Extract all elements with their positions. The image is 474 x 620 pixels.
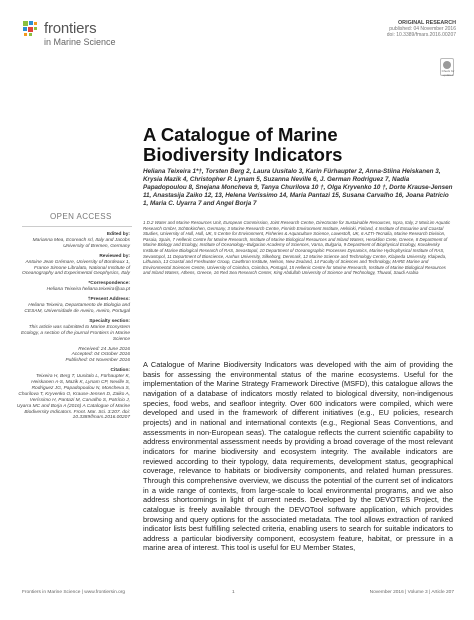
specialty-section: This article was submitted to Marine Ecosystem Ecology, a section of the journal Frontiers in Marine Science — [21, 324, 130, 342]
editor: Marianna Mea, Ecoreach srl, Italy and Jacobs University of Bremen, Germany — [32, 237, 130, 249]
reviewed-by-label: Reviewed by: — [99, 253, 130, 259]
author-list: Heliana Teixeira 1*†, Torsten Berg 2, Laura Uusitalo 3, Karin Fürhaupter 2, Anna-Stiina Heiskanen 3, Krysia Mazik 4, Christopher P. Lynam 5, Suzanna Neville 6, J. German Rodriguez 7, Nadia Papadopoulou 8, Snejana Moncheva 9, Tanya Churilova 10 †, Olga Kryvenko 10 †, Dorte Krause-Jensen 11, Anastasija Zaiko 12, 13, Helena Veríssimo 14, Maria Pantazi 15, Susana Carvalho 16, Joana Patrício 1, Maria C. Uyarra 7 and Angel Borja 7 — [143, 168, 453, 208]
article-type: ORIGINAL RESEARCH — [397, 20, 456, 26]
page-number: 1 — [232, 590, 235, 595]
reviewers: Antoine Jean Grémare, University of Bordeaux 1, France Simone Libralato, National Institute of Oceanography and Experimental Geophysics, Italy — [22, 259, 130, 277]
footer-journal[interactable]: Frontiers in Marine Science | www.frontiersin.org — [22, 590, 126, 595]
doi[interactable]: doi: 10.3389/fmars.2016.00207 — [386, 32, 456, 38]
check-icon — [443, 61, 451, 69]
accepted-date: Accepted: 04 October 2016 — [71, 352, 130, 358]
specialty-section-label: Specialty section: — [89, 318, 130, 324]
frontiers-logo-icon — [22, 20, 40, 38]
divider — [22, 226, 132, 227]
citation-label: Citation: — [110, 368, 130, 374]
affiliations: 1 D.2 Water and Marine Resources Unit, European Commission, Joint Research Centre, Directorate for Sustainable Resources, Ispra, Italy, 2 MariLim Aquatic Research GmbH, Schönkirchen, Germany, 3 Marine Research Centre, Finnish Environment Institute, Helsinki, Finland, 4 Institute of Estuarine and Coastal Studies, University of Hull, Hull, UK, 5 Centre for Environment, Fisheries & Aquaculture Science, Lowestoft, UK, 6 AZTI-Tecnalia, Marine Research Division, Pasaia, Spain, 7 Hellenic Centre for Marine Research, Institute of Marine Biological Resources and Inland Waters, Heraklion Crete, Greece, 8 Department of Marine Biology and Ecology, Institute of Oceanology–Bulgarian Academy of Sciences, Varna, Bulgaria, 9 Department of Biophysical Ecology, Kovalevsky Institute of Marine Biological Research of RAS, Sevastopol, 10 Department of Oceanographic Processes Dynamics, Marine Hydrophysical Institute of RAS, Sevastopol, 11 Department of Bioscience, Aarhus University, Silkeborg, Denmark, 12 Marine Science and Technology Centre, Klaipeda University, Klaipeda, Lithuania, 13 Coastal and Freshwater Group, Cawthron Institute, Nelson, New Zealand, 14 Faculty of Sciences and Technology, MARE Marine and Environmental Sciences Centre, University of Coimbra, Coimbra, Portugal, 15 Hellenic Centre for Marine Research, Institute of Marine Biological Resources and Inland Waters, Athens, Greece, 16 Red Sea Research Center, King Abdullah University of Science and Technology, Thuwal, Saudi Arabia — [143, 220, 451, 276]
present-address: Heliana Teixeira, Departamento de Biologia and CESAM, Universidade de Aveiro, Aveiro, Portugal — [24, 303, 130, 314]
correspondence[interactable]: Heliana Teixeira heliana.teixeira@ua.pt — [46, 287, 130, 293]
citation: Teixeira H, Berg T, Uusitalo L, Fürhaupter K, Heiskanen A-S, Mazik K, Lynam CP, Neville S, Rodriguez JG, Papadopoulou N, Moncheva S, Churilova T, Kryvenko O, Krause-Jensen D, Zaiko A, Veríssimo H, Pantazi M, Carvalho S, Patrício J, Uyarra MC and Borja A (2016) A Catalogue of Marine Biodiversity Indicators. Front. Mar. Sci. 3:207. doi: 10.3389/fmars.2016.00207 — [16, 374, 130, 421]
published-date: published: 04 November 2016 — [389, 26, 456, 32]
correspondence-label: *Correspondence: — [88, 281, 130, 287]
article-header — [387, 20, 456, 38]
logo-name: frontiers — [44, 20, 97, 37]
footer-issue: November 2016 | Volume 3 | Article 207 — [369, 590, 454, 595]
present-address-label: †Present Address: — [87, 297, 130, 303]
article-info-sidebar — [15, 232, 130, 425]
edited-by-label: Edited by: — [106, 232, 130, 237]
check-for-updates-badge[interactable] — [440, 58, 454, 76]
abstract: A Catalogue of Marine Biodiversity Indicators was developed with the aim of providing the basis for assessing the environmental status of the marine ecosystems. Useful for the implementation of the Marine Strategy Framework Directive (MSFD), this catalogue allows the navigation of a database of indicators mostly related to biological diversity, non-indigenous species, food webs, and seafloor integrity. Over 600 indicators were compiled, which were developed and used in the framework of different initiatives (e.g., EU policies, research projects) and in national and international contexts (e.g., Regional Seas Conventions, and assessments in non-European seas). The catalogue reflects the current scientific capability to address environmental assessment needs by providing a broad coverage of the most relevant indicators for marine biodiversity and ecosystem integrity. The available indicators are reviewed according to their typology, data requirements, development status, geographical coverage, relevance to habitats or biodiversity components, and related human pressures. Through this comprehensive overview, we discuss the potential of the current set of indicators in a wide range of contexts, from large-scale to local environmental programs, and we also address shortcomings in light of current needs. Developed by the DEVOTES Project, the catalogue is freely available through the DEVOTool software application, which provides browsing and query options for the associated metadata. The tool allows extraction of ranked indicator lists best fulfilling selected criteria, enabling users to search for suitable indicators to address a particular biodiversity component, ecosystem feature, habitat, or pressure in a marine area of interest. This tool is useful for EU Member States, — [143, 360, 453, 553]
open-access-label: OPEN ACCESS — [50, 212, 112, 221]
frontiers-logo — [22, 16, 152, 50]
check-label: Check for updates — [441, 69, 455, 77]
published-date-sidebar: Published: 04 November 2016 — [65, 358, 130, 364]
logo-journal: in Marine Science — [44, 37, 116, 47]
received-date: Received: 24 June 2016 — [78, 346, 130, 352]
article-title: A Catalogue of Marine Biodiversity Indicators — [143, 124, 343, 165]
